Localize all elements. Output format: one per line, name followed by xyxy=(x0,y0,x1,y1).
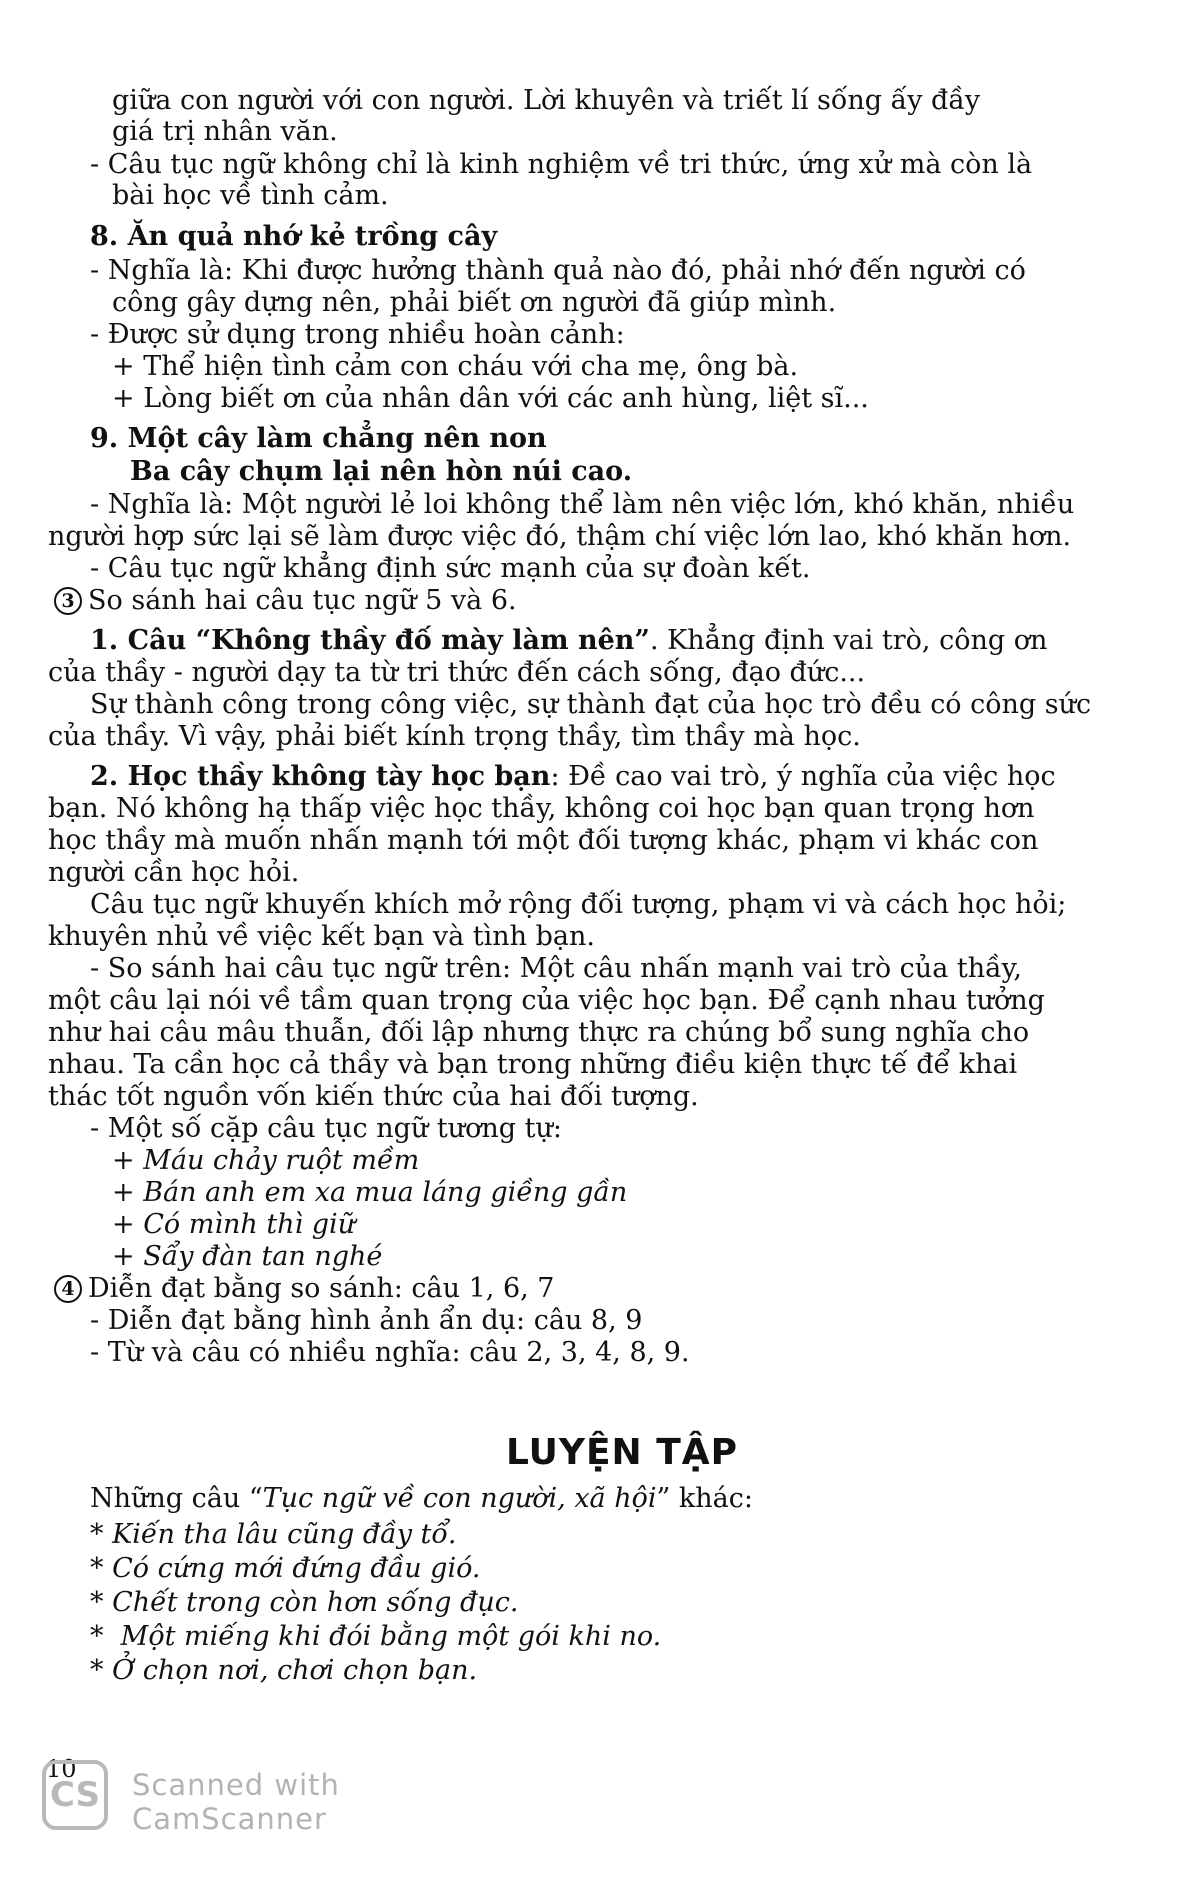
asterisk-bullet-icon: * xyxy=(90,1655,113,1686)
practice-proverb: Kiến tha lâu cũng đầy tổ. xyxy=(112,1519,457,1550)
line-text: - Từ và câu có nhiều nghĩa: câu 2, 3, 4, 8, 9. xyxy=(90,1337,690,1368)
line-text: Sự thành công trong công việc, sự thành đạt của học trò đều có công sức xyxy=(90,689,1092,720)
text-line xyxy=(48,986,1045,1016)
text-line xyxy=(112,288,836,318)
practice-item xyxy=(90,1656,477,1686)
section-heading-luyen-tap: LUYỆN TẬP xyxy=(505,1432,738,1473)
text-line xyxy=(90,1338,690,1368)
practice-item xyxy=(90,1622,661,1652)
line-text: thác tốt nguồn vốn kiến thức của hai đối tượng. xyxy=(48,1081,699,1112)
text-line xyxy=(48,522,1071,552)
asterisk-bullet-icon: * xyxy=(90,1519,113,1550)
text-line xyxy=(90,424,547,454)
practice-intro-after: ” khác: xyxy=(656,1483,753,1514)
bullet-plus: + xyxy=(112,1177,144,1208)
text-line xyxy=(48,1018,1029,1048)
line-text: như hai câu mâu thuẫn, đối lập nhưng thực ra chúng bổ sung nghĩa cho xyxy=(48,1017,1030,1048)
line-text: - Câu tục ngữ không chỉ là kinh nghiệm về tri thức, ứng xử mà còn là xyxy=(90,149,1033,180)
line-text: nhau. Ta cần học cả thầy và bạn trong những điều kiện thực tế để khai xyxy=(48,1049,1018,1080)
asterisk-bullet-icon: * xyxy=(90,1553,113,1584)
italic-proverb: Bán anh em xa mua láng giềng gần xyxy=(143,1177,628,1208)
line-text: khuyên nhủ về việc kết bạn và tình bạn. xyxy=(48,921,596,952)
text-line xyxy=(90,150,1032,180)
line-text: một câu lại nói về tầm quan trọng của việc học bạn. Để cạnh nhau tưởng xyxy=(48,985,1045,1016)
line-text: + Thể hiện tình cảm con cháu với cha mẹ, ông bà. xyxy=(112,351,799,382)
practice-proverb: Chết trong còn hơn sống đục. xyxy=(112,1587,519,1618)
line-text: + Lòng biết ơn của nhân dân với các anh hùng, liệt sĩ... xyxy=(112,383,869,414)
line-text: giá trị nhân văn. xyxy=(112,116,338,147)
practice-intro-before: Những câu “ xyxy=(90,1483,263,1514)
line-text: - Câu tục ngữ khẳng định sức mạnh của sự đoàn kết. xyxy=(90,553,811,584)
line-text: người cần học hỏi. xyxy=(48,857,300,888)
line-text: - Một số cặp câu tục ngữ tương tự: xyxy=(90,1113,562,1144)
line-text: của thầy - người dạy ta từ tri thức đến cách sống, đạo đức... xyxy=(48,657,866,688)
practice-item xyxy=(90,1588,518,1618)
watermark-line-1: Scanned with xyxy=(132,1768,340,1802)
line-text: - So sánh hai câu tục ngữ trên: Một câu nhấn mạnh vai trò của thầy, xyxy=(90,953,1022,984)
line-text: - Nghĩa là: Một người lẻ loi không thể làm nên việc lớn, khó khăn, nhiều xyxy=(90,489,1075,520)
line-text: bạn. Nó không hạ thấp việc học thầy, không coi học bạn quan trọng hơn xyxy=(48,793,1035,824)
text-line xyxy=(90,222,497,252)
line-text: . Khẳng định vai trò, công ơn xyxy=(649,625,1048,656)
bullet-plus: + xyxy=(112,1209,144,1240)
text-line xyxy=(130,457,632,487)
text-line xyxy=(48,922,595,952)
practice-intro xyxy=(90,1484,753,1514)
practice-intro-italic: Tục ngữ về con người, xã hội xyxy=(262,1483,657,1514)
bullet-plus: + xyxy=(112,1145,144,1176)
practice-item xyxy=(90,1554,480,1584)
text-line xyxy=(54,586,517,616)
line-text: công gây dựng nên, phải biết ơn người đã giúp mình. xyxy=(112,287,837,318)
page-number: 10 xyxy=(46,1755,77,1783)
line-text: bài học về tình cảm. xyxy=(112,180,389,211)
text-line xyxy=(48,1082,699,1112)
camscanner-logo-icon: CS xyxy=(42,1760,108,1830)
text-line xyxy=(48,826,1038,856)
practice-proverb: Ở chọn nơi, chơi chọn bạn. xyxy=(112,1655,478,1686)
text-line xyxy=(112,352,798,382)
text-line xyxy=(54,1274,554,1304)
italic-proverb: Có mình thì giữ xyxy=(143,1209,356,1240)
text-line xyxy=(90,256,1026,286)
bold-phrase: 2. Học thầy không tày học bạn xyxy=(90,761,551,792)
italic-proverb: Sẩy đàn tan nghé xyxy=(143,1241,383,1272)
practice-item xyxy=(90,1520,457,1550)
asterisk-bullet-icon: * xyxy=(90,1621,113,1652)
line-text: Câu tục ngữ khuyến khích mở rộng đối tượng, phạm vi và cách học hỏi; xyxy=(90,889,1067,920)
practice-proverb: Có cứng mới đứng đầu gió. xyxy=(112,1553,481,1584)
line-text: Ba cây chụm lại nên hòn núi cao. xyxy=(130,456,633,487)
practice-proverb: Một miếng khi đói bằng một gói khi no. xyxy=(112,1621,662,1652)
text-line xyxy=(90,626,1047,656)
line-text: người hợp sức lại sẽ làm được việc đó, thậm chí việc lớn lao, khó khăn hơn. xyxy=(48,521,1072,552)
line-text: - Diễn đạt bằng hình ảnh ẩn dụ: câu 8, 9 xyxy=(90,1305,643,1336)
text-line xyxy=(90,690,1091,720)
text-line xyxy=(112,1146,419,1176)
text-line xyxy=(112,1242,382,1272)
text-line xyxy=(90,954,1022,984)
line-text: : Đề cao vai trò, ý nghĩa của việc học xyxy=(550,761,1056,792)
line-text: của thầy. Vì vậy, phải biết kính trọng thầy, tìm thầy mà học. xyxy=(48,721,861,752)
text-line xyxy=(112,86,980,116)
text-line xyxy=(90,1114,562,1144)
text-line xyxy=(48,858,299,888)
line-text: 8. Ăn quả nhớ kẻ trồng cây xyxy=(90,221,498,252)
text-line xyxy=(112,1178,627,1208)
text-line xyxy=(48,722,861,752)
line-text: 9. Một cây làm chẳng nên non xyxy=(90,423,547,454)
line-text: học thầy mà muốn nhấn mạnh tới một đối tượng khác, phạm vi khác con xyxy=(48,825,1039,856)
circled-number-icon: 3 xyxy=(54,587,82,615)
text-line xyxy=(48,1050,1017,1080)
text-line xyxy=(48,794,1035,824)
text-line xyxy=(90,490,1074,520)
text-line xyxy=(48,658,865,688)
line-text: Diễn đạt bằng so sánh: câu 1, 6, 7 xyxy=(88,1273,555,1304)
text-line xyxy=(90,554,810,584)
asterisk-bullet-icon: * xyxy=(90,1587,113,1618)
italic-proverb: Máu chảy ruột mềm xyxy=(143,1145,420,1176)
text-line xyxy=(90,890,1066,920)
bold-phrase: 1. Câu “Không thầy đố mày làm nên” xyxy=(90,625,650,656)
text-line xyxy=(112,117,338,147)
text-line xyxy=(112,1210,355,1240)
text-line xyxy=(90,1306,642,1336)
text-line xyxy=(112,181,389,211)
bullet-plus: + xyxy=(112,1241,144,1272)
circled-number-icon: 4 xyxy=(54,1275,82,1303)
text-line xyxy=(112,384,869,414)
line-text: - Nghĩa là: Khi được hưởng thành quả nào đó, phải nhớ đến người có xyxy=(90,255,1026,286)
line-text: So sánh hai câu tục ngữ 5 và 6. xyxy=(88,585,517,616)
watermark-line-2: CamScanner xyxy=(132,1802,327,1836)
text-line xyxy=(90,320,625,350)
line-text: - Được sử dụng trong nhiều hoàn cảnh: xyxy=(90,319,625,350)
text-line xyxy=(90,762,1056,792)
line-text: giữa con người với con người. Lời khuyên và triết lí sống ấy đầy xyxy=(112,85,981,116)
